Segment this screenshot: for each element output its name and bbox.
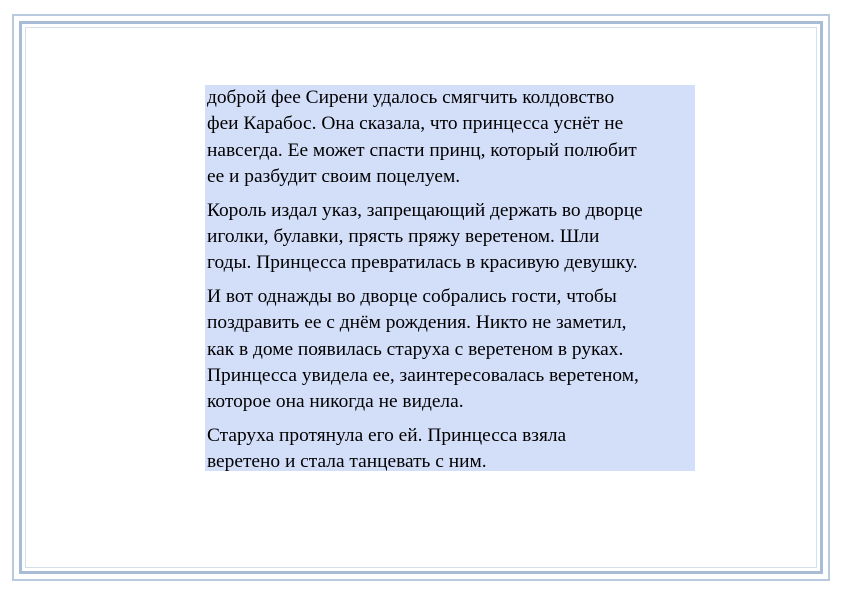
text-line: И вот однажды во дворце собрались гости, чтобы — [207, 285, 617, 307]
text-line: Принцесса увидела ее, заинтересовалась веретеном, — [207, 365, 639, 387]
text-line: феи Карабос. Она сказала, что принцесса уснёт не — [207, 113, 624, 135]
text-line: навсегда. Ее может спасти принц, который полюбит — [207, 139, 637, 161]
paragraph-1 — [207, 85, 693, 191]
text-line: Старуха протянула его ей. Принцесса взяла — [207, 424, 567, 446]
paragraph-2 — [207, 198, 693, 277]
text-line: ее и разбудит своим поцелуем. — [207, 166, 461, 188]
text-box — [205, 85, 695, 471]
text-line: как в доме появилась старуха с веретеном в руках. — [207, 338, 624, 360]
text-line: годы. Принцесса превратилась в красивую девушку. — [207, 252, 638, 274]
text-line: Король издал указ, запрещающий держать во дворце — [207, 199, 643, 221]
text-line: иголки, булавки, прясть пряжу веретеном. Шли — [207, 226, 600, 248]
text-line: веретено и стала танцевать с ним. — [207, 451, 487, 473]
paragraph-3 — [207, 284, 693, 416]
text-line: поздравить ее с днём рождения. Никто не заметил, — [207, 312, 627, 334]
paragraph-4 — [207, 423, 693, 476]
text-line: доброй фее Сирени удалось смягчить колдовство — [207, 87, 615, 108]
text-line: которое она никогда не видела. — [207, 391, 464, 413]
